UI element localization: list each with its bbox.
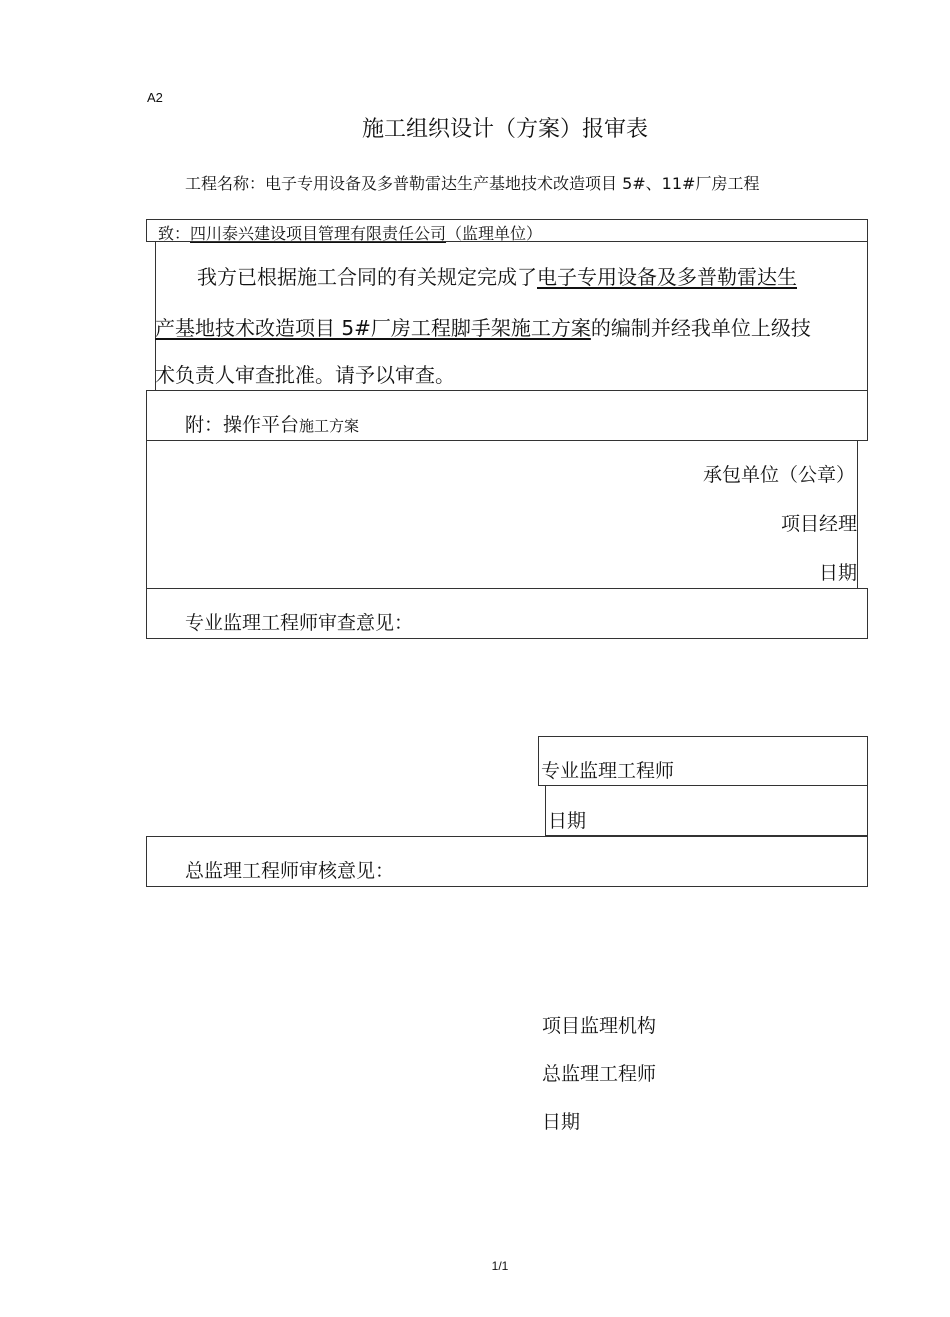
document-title: 施工组织设计（方案）报审表 xyxy=(361,117,648,142)
chief-engineer-label: 总监理工程师 xyxy=(542,1063,657,1085)
statement-text: 的编制并经我单位上级技 xyxy=(590,316,811,340)
engineer-sign-label: 专业监理工程师 xyxy=(541,760,675,782)
addressee-org: 四川泰兴建设项目管理有限责任公司 xyxy=(190,224,447,243)
attachment-label: 附：操作平台 xyxy=(185,414,300,436)
statement-text: 我方已根据施工合同的有关规定完成了 xyxy=(197,265,537,289)
engineer-date-label: 日期 xyxy=(548,810,587,832)
engineer-opinion-label: 专业监理工程师审查意见： xyxy=(185,612,414,634)
project-name-line: 工程名称：电子专用设备及多普勒雷达生产基地技术改造项目 5#、11#厂房工程 xyxy=(185,174,760,193)
engineer-date-box xyxy=(545,785,868,836)
statement-line-1 xyxy=(197,261,797,290)
chief-date-label: 日期 xyxy=(542,1111,581,1133)
contractor-unit-label: 承包单位（公章） xyxy=(702,464,855,486)
statement-project-name: 产基地技术改造项目 5#厂房工程脚手架施工方案 xyxy=(155,316,591,340)
contractor-date-label: 日期 xyxy=(818,562,857,584)
supervision-org-label: 项目监理机构 xyxy=(542,1015,657,1037)
statement-line-2 xyxy=(155,312,811,341)
attachment-small-text: 施工方案 xyxy=(299,417,360,435)
chief-opinion-label: 总监理工程师审核意见： xyxy=(185,860,395,882)
addressee-suffix: （监理单位） xyxy=(446,224,543,243)
page-number: 1/1 xyxy=(491,1259,509,1273)
attachment-line xyxy=(185,410,359,437)
form-code: A2 xyxy=(147,90,163,105)
project-manager-label: 项目经理 xyxy=(780,513,857,535)
statement-project-name: 电子专用设备及多普勒雷达生 xyxy=(537,265,797,289)
addressee-prefix: 致： xyxy=(158,224,191,243)
statement-line-3: 术负责人审查批准。请予以审查。 xyxy=(155,363,455,387)
